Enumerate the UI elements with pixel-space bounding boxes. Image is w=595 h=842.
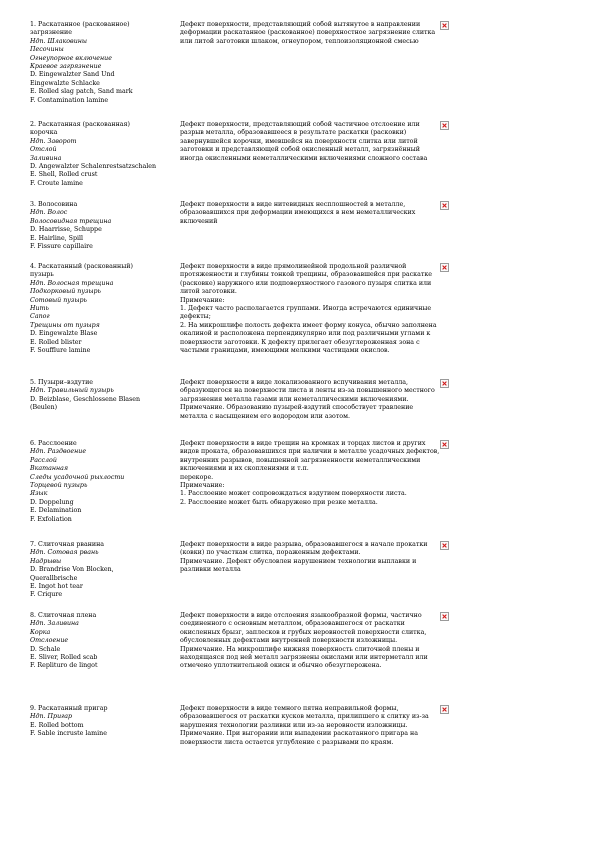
defect-description-column bbox=[180, 21, 442, 46]
non-recommended-term: Сапог bbox=[30, 313, 50, 321]
non-recommended-term: Торцевой пузырь bbox=[30, 482, 88, 490]
defect-term-line: E. Hairline, Spill bbox=[30, 234, 84, 242]
broken-image-icon bbox=[440, 121, 449, 130]
defect-term-line: F. Exfoliation bbox=[30, 515, 72, 523]
defect-description-text: Примечание. Образованию пузырей-вздутий способствует травление металла с насыщением его водородом или азотом. bbox=[180, 404, 414, 420]
defect-description-text: перекоре. bbox=[180, 473, 214, 481]
defect-term-column bbox=[30, 121, 180, 188]
defect-description-text: Дефект поверхности в виде нитевидных несплошностей в металле, образовавшихся при деформации имеющихся в нем неметаллических включений bbox=[180, 201, 416, 225]
defect-term-line: F. Soufflure lamine bbox=[30, 347, 91, 355]
defect-term-line: D. Eingewalzter Sand Und bbox=[30, 71, 115, 79]
defect-term-column bbox=[30, 541, 180, 600]
non-recommended-term: Язык bbox=[30, 490, 48, 498]
defect-term-line: 5. Пузыри–вздутие bbox=[30, 379, 93, 386]
non-recommended-term: Подкорковый пузырь bbox=[30, 288, 101, 296]
defect-term-line: D. Beizblase, Geschlossene Blasen bbox=[30, 395, 141, 403]
broken-image-icon bbox=[440, 379, 449, 388]
non-recommended-term: Ндп. Пригар bbox=[30, 713, 73, 721]
defect-term-column bbox=[30, 612, 180, 671]
defect-description-column bbox=[180, 121, 442, 163]
defect-description-text: Дефект поверхности в виде темного пятна неправильной формы, образовавшегося от раскатки кусков металла, прилипшего к слитку из-за нарушения технологии разливки или из-за неровности изложницы. bbox=[180, 705, 429, 729]
defect-term-line: E. Rolled slag patch, Sand mark bbox=[30, 88, 133, 96]
defect-description-text: 1. Дефект часто располагается группами. Иногда встречаются единичные дефекты; bbox=[180, 305, 432, 321]
non-recommended-term: Ндп. Травильный пузырь bbox=[30, 387, 114, 395]
defect-description-text: Дефект поверхности в виде локализованного вспучивания металла, образующегося на поверхности листа и ленты из-за повышенного местного загрязнения металла газами или неметаллическими включениями. bbox=[180, 379, 435, 403]
defect-description-column bbox=[180, 541, 442, 575]
defect-term-column bbox=[30, 201, 180, 251]
defect-description-column bbox=[180, 440, 442, 507]
defect-term-line: корочка bbox=[30, 129, 58, 137]
defect-description-text: Дефект поверхности в виде отслоения языкообразной формы, частично соединенного с основным металлом, образовавшегося от раскатки окисленных брызг, заплесков и грубых неровностей поверхности слитка, обусловленных дефектами внутренней поверхности изложницы. bbox=[180, 612, 427, 645]
defect-term-column bbox=[30, 705, 180, 739]
defect-description-text: Дефект поверхности в виде разрыва, образовавшегося в начале прокатки (ковки) по участкам слитка, пораженным дефектами. bbox=[180, 541, 428, 557]
non-recommended-term: Заливина bbox=[30, 154, 62, 162]
non-recommended-term: Расслой bbox=[30, 456, 57, 464]
non-recommended-term: Ндп. Волосная трещина bbox=[30, 279, 114, 287]
defect-description-text: Примечание. Дефект обусловлен нарушением технологии выплавки и разливки металла bbox=[180, 557, 417, 574]
non-recommended-term: Нить bbox=[30, 305, 49, 313]
defect-term-line: 4. Раскатанный (раскованный) bbox=[30, 263, 133, 270]
non-recommended-term: Ндп. Шлаковины bbox=[30, 37, 88, 45]
defect-term-line: 9. Раскатанный пригар bbox=[30, 705, 108, 712]
defect-term-line: загрязнение bbox=[30, 29, 72, 37]
non-recommended-term: Краевое загрязнение bbox=[30, 63, 102, 71]
broken-image-icon bbox=[440, 612, 449, 621]
non-recommended-term: Огнеупорное включение bbox=[30, 54, 112, 62]
defect-term-line: (Beulen) bbox=[30, 404, 58, 412]
defect-description-text: Дефект поверхности в виде трещин на кромках и торцах листов и других видов проката, образовавшихся при наличии в металле усадочных дефектов, внутренних разрывов, повышенной загрязненности неметаллическими включениями и их скоплениями и т.п. bbox=[180, 440, 440, 473]
defect-term-line: F. Croute lamine bbox=[30, 179, 83, 187]
defect-term-line: 8. Слиточная плена bbox=[30, 612, 97, 619]
broken-image-icon bbox=[440, 201, 449, 210]
defect-term-line: E. Sliver, Rolled scab bbox=[30, 654, 98, 662]
non-recommended-term: Ндп. Заливина bbox=[30, 620, 79, 628]
defect-term-column bbox=[30, 379, 180, 413]
defect-term-line: F. Sable incruste lamine bbox=[30, 730, 107, 738]
defect-description-text: 2. Расслоение может быть обнаружено при резке металла. bbox=[180, 498, 378, 506]
defect-description-text: Примечание: bbox=[180, 296, 225, 304]
broken-image-icon bbox=[440, 263, 449, 272]
non-recommended-term: Ндп. Заворот bbox=[30, 137, 77, 145]
defect-term-line: 1. Раскатанное (раскованное) bbox=[30, 21, 130, 28]
defect-term-line: F. Criqure bbox=[30, 591, 63, 599]
non-recommended-term: Волосовидная трещина bbox=[30, 217, 112, 225]
defect-term-line: F. Fissure capillaire bbox=[30, 243, 93, 251]
defect-term-line: D. Eingewalzte Blase bbox=[30, 330, 98, 338]
defect-term-line: 6. Расслоение bbox=[30, 440, 77, 447]
defect-description-text: 2. На микрошлифе полость дефекта имеет форму конуса, обычно заполнена окалиной и расположена перпендикулярно или под различными углами к поверхности заготовки. К дефекту прилегает обезуглероженная зона с частыми границами, имеющими мелкими частицами окислов. bbox=[180, 321, 437, 355]
defect-term-line: Querallbrische bbox=[30, 574, 78, 582]
defect-term-column bbox=[30, 440, 180, 524]
defect-term-line: F. Contamination lamine bbox=[30, 96, 109, 104]
defect-term-line: пузырь bbox=[30, 271, 54, 279]
defect-description-column bbox=[180, 705, 442, 747]
defect-term-line: E. Delamination bbox=[30, 507, 82, 515]
defect-description-column bbox=[180, 612, 442, 671]
defect-term-line: D. Brandrise Von Blocken, bbox=[30, 566, 114, 574]
defect-term-line: E. Ingot hot tear bbox=[30, 583, 83, 591]
defect-term-line: D. Haarrisse, Schuppe bbox=[30, 226, 102, 234]
defect-description-column bbox=[180, 201, 442, 226]
non-recommended-term: Ндп. Раздвоение bbox=[30, 448, 87, 456]
defect-description-text: Дефект поверхности в виде прямолинейной продольной различной протяженности и глубины тонкой трещины, образовавшейся при раскатке (расковке) наружного или подповерхностного газового пузыря слитка или литой заготовки. bbox=[180, 263, 432, 296]
defect-description-text: Примечание. При выгорании или выпадении раскатанного пригара на поверхности листа остается углубление с разрывами по краям. bbox=[180, 730, 418, 746]
non-recommended-term: Песочины bbox=[30, 46, 64, 54]
defect-description-text: Дефект поверхности, представляющий собой вытянутое в направлении деформации раскатанное (раскованное) поверхностное загрязнение слитка или литой заготовки шлаком, огнеупором, теплоизоляционной смесью bbox=[180, 21, 436, 45]
defect-description-text: Примечание. На микрошлифе нижняя поверхность слиточной плены и находящаяся под ней металл загрязнены окислами или интерметалл или отмечено уплотнительной окисн и обычно обезуглерожена. bbox=[180, 645, 428, 670]
defect-description-column bbox=[180, 263, 442, 355]
non-recommended-term: Сотовый пузырь bbox=[30, 296, 87, 304]
broken-image-icon bbox=[440, 705, 449, 714]
defect-term-line: E. Rolled bottom bbox=[30, 721, 84, 729]
non-recommended-term: Корка bbox=[30, 628, 51, 636]
defect-term-line: D. Schale bbox=[30, 645, 61, 653]
defect-description-text: Примечание: bbox=[180, 482, 225, 490]
non-recommended-term: Надрывы bbox=[30, 557, 62, 565]
broken-image-icon bbox=[440, 541, 449, 550]
defect-term-line: D. Doppelung bbox=[30, 498, 74, 506]
defect-term-line: D. Angewalzter Schalenrestsatzschalen bbox=[30, 163, 157, 171]
defect-description-text: 1. Расслоение может сопровождаться вздутием поверхности листа. bbox=[180, 490, 407, 498]
non-recommended-term: Отслой bbox=[30, 146, 57, 154]
defect-term-line: E. Rolled blister bbox=[30, 338, 82, 346]
broken-image-icon bbox=[440, 21, 449, 30]
non-recommended-term: Отслоение bbox=[30, 637, 69, 645]
defect-term-line: 2. Раскатанная (раскованная) bbox=[30, 121, 130, 128]
non-recommended-term: Следы усадочной рыхлости bbox=[30, 473, 125, 481]
non-recommended-term: Ндп. Волос bbox=[30, 209, 68, 217]
defect-term-line: F. Replituro de lingot bbox=[30, 662, 98, 670]
defect-term-column bbox=[30, 21, 180, 105]
non-recommended-term: Ндп. Сотовая рвань bbox=[30, 549, 99, 557]
defect-term-line: E. Shell, Rolled crust bbox=[30, 171, 98, 179]
defect-term-line: 7. Слиточная рванина bbox=[30, 541, 105, 548]
defect-term-line: 3. Волосовина bbox=[30, 201, 78, 208]
defect-term-line: Eingewalzte Schlacke bbox=[30, 79, 100, 87]
defect-description-column bbox=[180, 379, 442, 421]
non-recommended-term: Вкатанная bbox=[30, 465, 69, 473]
defect-description-text: Дефект поверхности, представляющий собой частичное отслоение или разрыв металла, образовавшееся в результате раскатки (расковки) завернувшейся корочки, имевшейся на поверхности слитка или литой заготовки и представляющей собой окисленный металл, загрязнённый иногда окисленными неметаллическими включениями сложного состава bbox=[180, 121, 428, 162]
non-recommended-term: Трещины от пузыря bbox=[30, 321, 100, 329]
defect-term-column bbox=[30, 263, 180, 355]
broken-image-icon bbox=[440, 440, 449, 449]
